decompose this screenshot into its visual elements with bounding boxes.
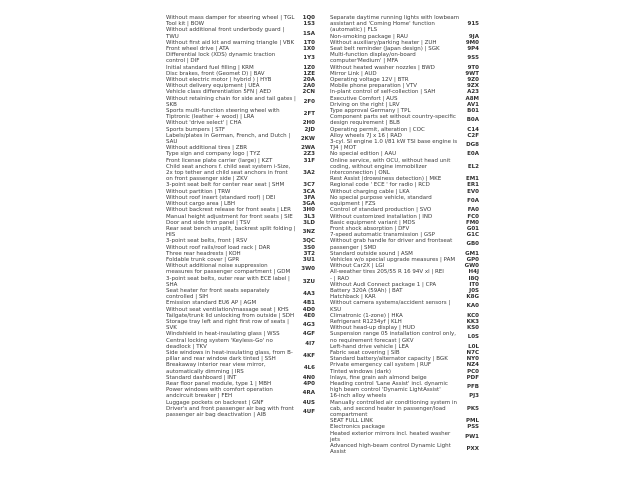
option-description: Climatronic (1-zone) | HKA — [330, 312, 403, 319]
option-description: Fabric seat covering | SIB — [330, 349, 400, 356]
option-code: FA0 — [467, 207, 479, 214]
option-description: Manual height adjustment for front seats | SIE — [166, 213, 293, 220]
option-code: B01 — [467, 108, 479, 115]
option-code: A23 — [467, 89, 479, 96]
option-description: Front shock absorption | DFV — [330, 225, 410, 232]
option-description: Standard dashboard | INT — [166, 374, 237, 381]
option-code: 4E0 — [303, 312, 315, 319]
option-description: Alloy wheels 7J x 16 | RAD — [330, 132, 402, 139]
option-code: 1Y3 — [303, 55, 315, 62]
option-code: EV0 — [467, 188, 479, 195]
option-entry — [330, 52, 479, 64]
option-code: KS0 — [466, 325, 479, 332]
option-description: Seat belt reminder (Japan design) | SGK — [330, 46, 440, 53]
option-description: Rest Assist (drowsiness detection) | MKE — [330, 176, 442, 183]
option-code: 9JA — [468, 33, 479, 40]
option-code: DG8 — [466, 142, 479, 149]
option-description: Without customized installation | IND — [330, 213, 433, 220]
option-code: E0A — [467, 151, 479, 158]
option-entry — [330, 381, 479, 393]
option-code: PDF — [466, 374, 479, 381]
option-code: B0A — [466, 117, 479, 124]
option-entry — [166, 52, 315, 64]
option-code: 4A3 — [303, 291, 315, 298]
option-description: Differential lock (XDS) dynamic traction control | DIF — [166, 52, 276, 65]
option-code: 4P0 — [303, 380, 315, 387]
option-description: 7-speed automatic transmission | GSP — [330, 232, 435, 239]
option-entry — [166, 288, 315, 300]
option-description: Without seat ventilation/massage seat | KHS — [166, 306, 289, 313]
option-description: All-weather tires 205/55 R 16 94V xl | REI — [330, 269, 444, 276]
option-description: Breakaway interior rear view mirror, automatically dimming | IRS — [166, 362, 266, 375]
option-description: Door and side trim panel | TSV — [166, 219, 251, 226]
option-code: 9T0 — [467, 64, 479, 71]
option-description: Mobile phone preparation | VTV — [330, 83, 418, 90]
option-description: Non-smoking package | RAU — [330, 33, 408, 40]
option-code: PK5 — [466, 405, 479, 412]
option-code: 2JD — [304, 126, 315, 133]
option-code: 1SA — [302, 30, 315, 37]
option-description: Without first aid kit and warning triangle | VBK — [166, 39, 295, 46]
option-description: Disc brakes, front (Geomet D) | BAV — [166, 70, 265, 77]
option-description: Standard outside sound | ASM — [330, 250, 413, 257]
option-code: 4US — [302, 399, 315, 406]
option-entry — [330, 15, 479, 34]
option-code: EL2 — [467, 163, 479, 170]
option-description: Electronics package — [330, 424, 385, 431]
option-code: C2F — [467, 132, 479, 139]
option-description: Hatchback | KAR — [330, 294, 376, 301]
option-entry — [166, 276, 315, 288]
option-code: 9S5 — [467, 55, 479, 62]
option-description: Regional code ' ECE ' for radio | RCD — [330, 182, 430, 189]
option-entry — [166, 164, 315, 183]
option-code: 3W0 — [301, 266, 315, 273]
option-column-right — [330, 15, 479, 455]
option-code: 4L6 — [303, 365, 315, 372]
option-description: Operating voltage 12V | BTR — [330, 77, 409, 84]
option-description: Without electric motor ( hybrid ) | HYB — [166, 77, 272, 84]
option-description: Without Audi Connect package 1 | CPA — [330, 281, 437, 288]
option-description: - | RAO — [330, 275, 349, 282]
option-code: 3T2 — [303, 250, 315, 257]
option-description: No special edition | AAU — [330, 151, 397, 158]
option-code: 2Z3 — [303, 151, 315, 158]
option-description: Online service, with OCU, without head unit coding, without engine immobilizer interconnection | ONL — [330, 157, 451, 177]
option-code: PFB — [467, 384, 479, 391]
option-code: 20A — [303, 77, 315, 84]
option-entry — [166, 362, 315, 374]
option-code: 4B1 — [303, 300, 315, 307]
option-code: 3U1 — [302, 256, 315, 263]
option-code: AV1 — [467, 101, 479, 108]
option-code: 4UF — [302, 408, 315, 415]
option-description: Without roof rails/roof load rack | DAR — [166, 244, 271, 251]
option-code: L0L — [468, 343, 479, 350]
option-code: G01 — [466, 225, 479, 232]
option-entry — [166, 96, 315, 108]
option-description: Without mass damper for steering wheel | TGL — [166, 15, 295, 21]
option-description: Labels/plates in German, French, and Dutch | SAU — [166, 132, 291, 146]
option-code: 9Z0 — [467, 77, 479, 84]
option-description: Type approval Germany | TPL — [330, 108, 411, 115]
option-code: 3C7 — [303, 182, 315, 189]
option-description: Vehicles w/o special upgrade measures | PAM — [330, 256, 456, 263]
option-code: 9M0 — [465, 39, 479, 46]
option-code: 3NZ — [302, 229, 315, 235]
option-code: C14 — [467, 126, 479, 133]
option-description: Mirror Link | AUD — [330, 70, 377, 77]
option-code: KK3 — [466, 318, 479, 325]
option-description: Separate daytime running lights with lowbeam assistant and 'Coming Home' function (automatic) | FLS — [330, 15, 460, 34]
option-code: 1S3 — [303, 21, 315, 28]
option-description: Without heated washer nozzles | BWD — [330, 64, 435, 71]
option-description: Rear floor panel module, type 1 | MBH — [166, 380, 272, 387]
option-code: I8Q — [468, 275, 479, 282]
option-code: L0S — [467, 334, 479, 341]
option-code: A8M — [465, 95, 479, 102]
option-description: Windshield in heat-insulating glass | WSS — [166, 331, 280, 338]
option-description: Heading control 'Lane Assist' incl. dynamic high beam control 'Dynamic LightAssist' — [330, 380, 448, 394]
option-code: 1Z0 — [303, 64, 315, 71]
option-code: FC0 — [467, 213, 479, 220]
option-description: Type sign and company logo | TYZ — [166, 151, 261, 158]
option-code: 3CA — [302, 188, 315, 195]
option-description: No special purpose vehicle, standard equipment | FZS — [330, 194, 432, 208]
option-description: Without retaining chain for side and tail gates | SKB — [166, 95, 296, 108]
option-code: 3LD — [303, 219, 315, 226]
option-description: Power windows with comfort operation andcircuit breaker | FEH — [166, 387, 273, 400]
option-code: EM1 — [465, 176, 479, 183]
option-code: H4J — [468, 269, 479, 276]
option-column-left — [166, 15, 315, 455]
option-description: Tool kit | BOW — [166, 21, 205, 28]
option-description: Advanced high-beam control Dynamic Light Assist — [330, 443, 451, 456]
option-entry — [166, 108, 315, 120]
option-description: Without additional tires | ZBR — [166, 145, 248, 152]
option-code: 1ZE — [303, 70, 315, 77]
option-code: 31F — [303, 157, 315, 164]
option-description: Without additional front underbody guard | TWU — [166, 27, 285, 40]
option-code: 9WT — [465, 70, 479, 77]
option-entry — [330, 158, 479, 177]
option-description: Sports multi-function steering wheel with Tiptronic (leather + wood) | LRA — [166, 108, 280, 121]
option-description: Heated exterior mirrors incl. heated washer jets — [330, 430, 451, 443]
option-description: Without backrest release for front seats | LER — [166, 207, 291, 214]
option-code: PJ3 — [469, 393, 479, 400]
option-code: 4I7 — [305, 340, 315, 347]
option-code: 4G3 — [302, 322, 315, 329]
option-description: Rear seat bench unsplit, backrest split folding | HIS — [166, 225, 296, 239]
option-entry — [330, 139, 479, 151]
option-code: 3S0 — [303, 244, 315, 251]
option-description: 16-inch alloy wheels — [330, 393, 387, 400]
option-code: K8G — [466, 294, 479, 301]
option-code: PC0 — [467, 368, 479, 375]
option-description: Three rear headrests | KOH — [166, 250, 241, 257]
option-code: 2KW — [300, 135, 315, 142]
option-description: Driver's and front passenger air bag with front passenger air bag deactivation | AIB — [166, 405, 294, 418]
option-code: 3A2 — [303, 170, 315, 177]
option-code: NY0 — [466, 356, 479, 363]
option-code: 2WA — [301, 145, 315, 152]
option-code: 1Q0 — [302, 15, 315, 21]
option-description: Seat heater for front seats separately controlled | SIH — [166, 287, 270, 301]
option-description: Luggage pockets on backrest | GNF — [166, 399, 264, 406]
option-code: NZ4 — [466, 362, 479, 369]
option-code: GP0 — [466, 256, 479, 263]
option-code: F0A — [467, 197, 479, 204]
option-code: GB0 — [466, 241, 479, 248]
option-code: 2H0 — [302, 120, 315, 127]
option-description: Basic equipment variant | MDS — [330, 219, 416, 226]
option-description: Refrigerant R1234yf | KLH — [330, 318, 402, 325]
option-description: SEAT FULL LINK — [330, 418, 373, 425]
option-description: In-plant control of self-collection | SAH — [330, 89, 436, 96]
option-code: 2A0 — [303, 83, 315, 90]
option-code: IT0 — [469, 281, 479, 288]
option-description: Private emergency call system | RUF — [330, 362, 432, 369]
option-description: Without additional noise suppression measures for passenger compartment | GDM — [166, 263, 291, 276]
option-entry — [330, 300, 479, 312]
option-entry — [166, 319, 315, 331]
option-description: Without roof insert (standard roof) | DEI — [166, 194, 276, 201]
option-entry — [166, 406, 315, 418]
option-code: ER1 — [467, 182, 479, 189]
option-description: Without partition | TRW — [166, 188, 231, 195]
option-code: 3H0 — [302, 207, 315, 214]
option-description: 3-point seat belts, outer rear with ECE label | SHA — [166, 275, 290, 288]
option-code: PML — [465, 418, 479, 425]
option-description: Left-hand drive vehicle | LEA — [330, 343, 409, 350]
option-description: Initial standard fuel filling | KRM — [166, 64, 254, 71]
option-code: PW1 — [465, 433, 479, 440]
option-code: GM1 — [465, 250, 479, 257]
option-description: Manually controlled air conditioning system in cab, and second heater in passenger/load compartment — [330, 399, 457, 418]
option-description: Side windows in heat-insulating glass, from B-pillar and rear window dark tinted | SSH — [166, 349, 293, 363]
option-code: FM0 — [465, 219, 479, 226]
option-description: Storage tray left and right first row of seats | SVK — [166, 318, 290, 332]
option-description: Central locking system 'Keyless-Go' no deadlock | TKV — [166, 337, 273, 350]
option-description: Driving on the right | LRV — [330, 101, 400, 108]
option-code: G1C — [466, 232, 479, 239]
option-description: Without cargo area | LBH — [166, 201, 235, 208]
option-code: 1T0 — [303, 39, 315, 46]
option-description: Child seat anchors f. child seat system i-Size, 2x top tether and child seat anchors in front on front passenger side | ZKV — [166, 163, 291, 183]
option-code: KA0 — [466, 303, 479, 310]
option-code: 3L3 — [303, 213, 315, 220]
option-entry — [330, 431, 479, 443]
option-entry — [330, 443, 479, 455]
option-entry — [330, 114, 479, 126]
option-description: Without head-up display | HUD — [330, 325, 415, 332]
option-description: Multi-function display/on-board computer'Medium' | MFA — [330, 52, 416, 65]
option-description: Operating permit, alteration | COC — [330, 126, 425, 133]
option-description: Control of standard production | SVO — [330, 207, 432, 214]
option-description: Without grab handle for driver and frontseat passenger | SMD — [330, 238, 453, 251]
option-entry — [166, 350, 315, 362]
option-code: PSS — [467, 424, 479, 431]
option-description: Without 'drive select' | CHA — [166, 120, 242, 127]
option-code-list — [166, 15, 479, 456]
option-entry — [166, 338, 315, 350]
option-entry — [330, 400, 479, 419]
option-code: PXX — [466, 446, 479, 453]
option-code: 3QC — [302, 238, 315, 245]
option-code: 3FA — [303, 194, 315, 201]
option-entry — [166, 27, 315, 39]
option-code: 3ZU — [302, 278, 315, 285]
option-description: Executive Comfort | AUS — [330, 95, 398, 102]
option-code: 915 — [467, 21, 479, 28]
option-description: Without delivery equipment | UEA — [166, 83, 260, 90]
option-code: 4GF — [302, 331, 315, 338]
option-code: 1X0 — [303, 46, 315, 53]
option-description: 3-point seat belts, front | RSV — [166, 238, 248, 245]
option-code: 9P4 — [467, 46, 479, 53]
option-entry — [330, 195, 479, 207]
option-code: 2F0 — [303, 98, 315, 105]
option-entry — [330, 331, 479, 343]
option-description: Suspension range 05 installation control only, no requirement forecast | GKV — [330, 331, 456, 344]
option-description: Front wheel drive | ATA — [166, 46, 229, 53]
option-code: 2CN — [302, 89, 315, 96]
option-description: Tinted windows (dark) — [330, 368, 392, 375]
option-code: N7C — [466, 349, 479, 356]
option-code: 2FT — [303, 111, 315, 118]
option-description: Sports bumpers | STF — [166, 126, 226, 133]
option-description: Without charging cable | LKA — [330, 188, 410, 195]
option-description: Emission standard EU6 AP | AGM — [166, 300, 257, 307]
option-code: 9ZX — [466, 83, 479, 90]
option-description: Tailgate/trunk lid unlocking from outside | SDH — [166, 312, 295, 319]
option-description: Vehicle class differentiation 5FN | AED — [166, 89, 271, 96]
option-code: GW0 — [464, 263, 479, 270]
option-code: 3GA — [302, 201, 315, 208]
option-code: 4D0 — [302, 306, 315, 313]
option-description: Without auxiliary/parking heater | ZUH — [330, 39, 437, 46]
option-entry — [166, 263, 315, 275]
option-description: 3-point seat belt for center rear seat | SHM — [166, 182, 285, 189]
option-description: Front license plate carrier (large) | KZT — [166, 157, 273, 164]
option-description: Foldable trunk cover | GPR — [166, 256, 240, 263]
option-code: J0S — [469, 287, 479, 294]
option-code: 4N0 — [302, 374, 315, 381]
option-description: Component parts set without country-specific design requirement | BLB — [330, 114, 456, 127]
option-description: Without camera systems/accident sensors | KSU — [330, 300, 451, 313]
option-code: KC0 — [467, 312, 479, 319]
option-description: 3-cyl. SI engine 1.0 l/81 kW TSI base engine is TJ4 | MOT — [330, 139, 458, 152]
option-code: 4KF — [303, 353, 315, 360]
option-entry — [166, 387, 315, 399]
option-entry — [166, 133, 315, 145]
option-description: Battery 320A (59Ah) | BAT — [330, 287, 403, 294]
option-description: Inlays, fine grain ash almond beige — [330, 374, 427, 381]
option-entry — [166, 226, 315, 238]
option-description: Standard battery/alternator capacity | BGK — [330, 356, 448, 363]
option-entry — [330, 238, 479, 250]
option-code: 4RA — [302, 390, 315, 397]
option-description: Without Car2X | LGI — [330, 263, 385, 270]
